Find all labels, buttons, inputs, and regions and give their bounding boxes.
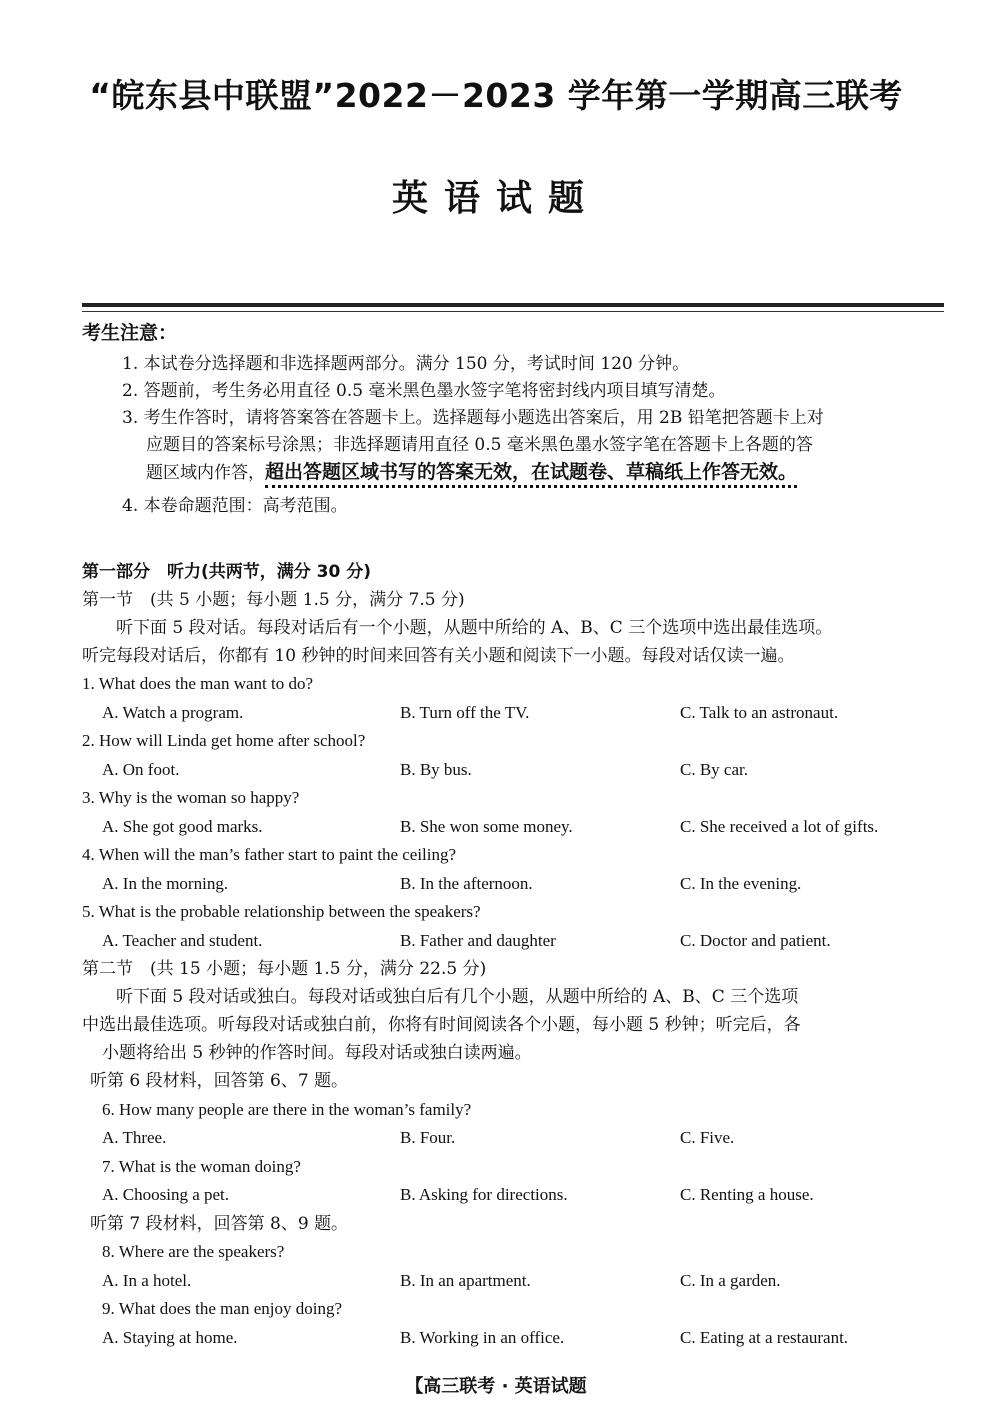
question-2-options	[82, 756, 962, 785]
option-b: B. In the afternoon.	[400, 873, 533, 893]
notice-emphasis: 超出答题区域书写的答案无效，在试题卷、草稿纸上作答无效。	[265, 461, 797, 488]
part-one-title: 第一部分 听力(共两节，满分 30 分)	[82, 562, 372, 582]
header-divider-thin	[82, 311, 944, 312]
option-c: C. Renting a house.	[680, 1185, 814, 1204]
option-c: C. By car.	[680, 759, 748, 779]
section-one-instruction-1: 听下面 5 段对话。每段对话后有一个小题，从题中所给的 A、B、C 三个选项中选出最佳选项。	[116, 618, 833, 638]
option-b: B. Asking for directions.	[400, 1185, 568, 1204]
question-8: 8. Where are the speakers?	[102, 1242, 285, 1261]
question-4: 4. When will the man’s father start to paint the ceiling?	[82, 845, 457, 864]
option-b: B. Father and daughter	[400, 930, 556, 950]
question-1-options	[82, 699, 962, 728]
notice-item-1: 1. 本试卷分选择题和非选择题两部分。满分 150 分，考试时间 120 分钟。	[122, 354, 690, 374]
question-3-options	[82, 813, 962, 842]
question-9: 9. What does the man enjoy doing?	[102, 1299, 342, 1318]
option-c: C. Five.	[680, 1128, 735, 1147]
option-c: C. In the evening.	[680, 873, 802, 893]
section-one-title: 第一节 (共 5 小题；每小题 1.5 分，满分 7.5 分)	[82, 590, 465, 610]
material-6-instruction: 听第 6 段材料，回答第 6、7 题。	[90, 1071, 349, 1091]
section-one-instruction-2: 听完每段对话后，你都有 10 秒钟的时间来回答有关小题和阅读下一小题。每段对话仅读一遍。	[82, 646, 795, 666]
notice-item-3-cont2	[82, 459, 952, 487]
option-a: A. She got good marks.	[102, 816, 263, 836]
option-a: A. On foot.	[102, 759, 180, 779]
question-7-options	[82, 1181, 962, 1210]
question-9-options	[82, 1324, 962, 1353]
question-1: 1. What does the man want to do?	[82, 674, 314, 693]
option-a: A. Three.	[102, 1128, 167, 1147]
option-c: C. Talk to an astronaut.	[680, 702, 839, 722]
option-c: C. In a garden.	[680, 1270, 781, 1290]
notice-item-2: 2. 答题前，考生务必用直径 0.5 毫米黑色墨水签字笔将密封线内项目填写清楚。	[122, 381, 726, 401]
part-one-listening	[82, 558, 962, 1352]
material-7-instruction: 听第 7 段材料，回答第 8、9 题。	[90, 1213, 349, 1234]
notice-item-4: 4. 本卷命题范围：高考范围。	[122, 496, 348, 516]
option-a: A. In the morning.	[102, 873, 229, 893]
question-3: 3. Why is the woman so happy?	[82, 788, 300, 807]
section-two-title: 第二节 (共 15 小题；每小题 1.5 分，满分 22.5 分)	[82, 959, 487, 979]
question-6-options	[82, 1124, 962, 1153]
option-b: B. By bus.	[400, 759, 472, 779]
option-b: B. Turn off the TV.	[400, 702, 530, 722]
notice-item-3: 3. 考生作答时，请将答案答在答题卡上。选择题每小题选出答案后，用 2B 铅笔把答题卡上对	[122, 408, 824, 428]
option-b: B. In an apartment.	[400, 1270, 531, 1290]
section-two-instruction-1: 听下面 5 段对话或独白。每段对话或独白后有几个小题，从题中所给的 A、B、C 三个选项	[116, 987, 799, 1007]
question-8-options	[82, 1267, 962, 1296]
option-c: C. Eating at a restaurant.	[680, 1327, 849, 1347]
option-c: C. Doctor and patient.	[680, 930, 831, 950]
option-b: B. Four.	[400, 1128, 456, 1147]
candidate-notice	[82, 318, 952, 520]
option-a: A. Choosing a pet.	[102, 1185, 230, 1204]
option-a: A. Watch a program.	[102, 702, 244, 722]
question-6: 6. How many people are there in the woman’s family?	[102, 1099, 472, 1119]
option-b: B. She won some money.	[400, 816, 573, 836]
page-footer: 【高三联考 · 英语试题	[405, 1376, 587, 1397]
section-two-instruction-2: 中选出最佳选项。听每段对话或独白前，你将有时间阅读各个小题，每小题 5 秒钟；听完后，各	[82, 1015, 801, 1035]
notice-item-3-cont: 应题目的答案标号涂黑；非选择题请用直径 0.5 毫米黑色墨水签字笔在答题卡上各题的答	[146, 435, 813, 455]
option-c: C. She received a lot of gifts.	[680, 816, 879, 836]
header-divider-thick	[82, 303, 944, 307]
notice-title: 考生注意：	[82, 322, 178, 344]
question-5: 5. What is the probable relationship between the speakers?	[82, 902, 481, 921]
question-7: 7. What is the woman doing?	[102, 1156, 301, 1176]
question-2: 2. How will Linda get home after school?	[82, 731, 366, 750]
question-4-options	[82, 870, 962, 899]
option-a: A. Staying at home.	[102, 1327, 238, 1347]
question-5-options	[82, 927, 962, 956]
option-a: A. In a hotel.	[102, 1270, 192, 1290]
section-two-instruction-3: 小题将给出 5 秒钟的作答时间。每段对话或独白读两遍。	[102, 1043, 532, 1063]
option-a: A. Teacher and student.	[102, 930, 263, 950]
notice-item-3-tail: 题区域内作答，	[146, 463, 265, 483]
exam-subtitle: 英语试题	[391, 178, 600, 219]
option-b: B. Working in an office.	[400, 1327, 565, 1347]
exam-title: “皖东县中联盟”2022－2023 学年第一学期高三联考	[89, 76, 903, 115]
